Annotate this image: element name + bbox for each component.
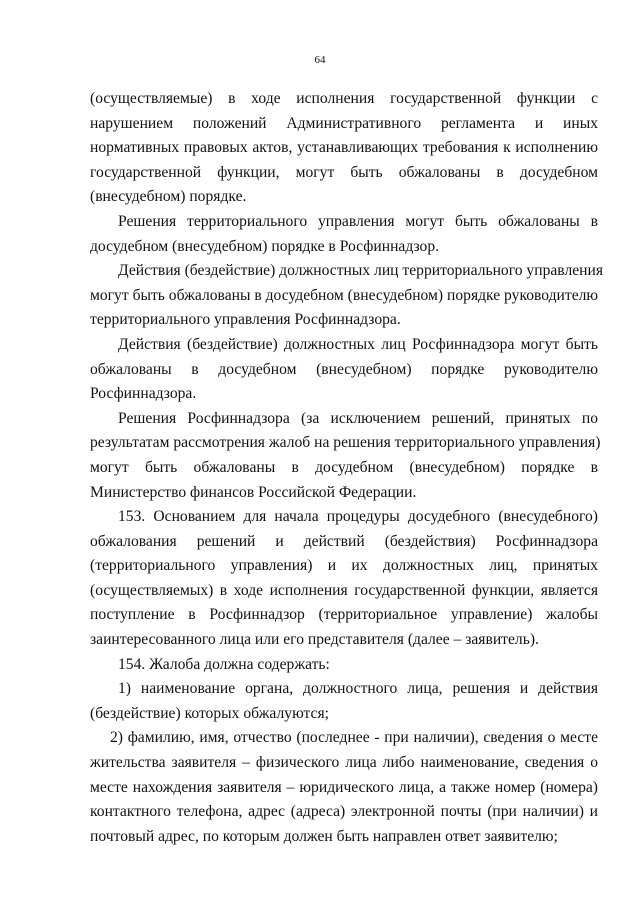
text-line: результатам рассмотрения жалоб на решения территориального управления): [90, 434, 601, 452]
text-line: нормативных правовых актов, устанавливающих требования к исполнению: [90, 139, 598, 157]
text-line: 2) фамилию, имя, отчество (последнее - при наличии), сведения о месте: [110, 729, 598, 747]
text-line: контактного телефона, адрес (адреса) электронной почты (при наличии) и: [90, 803, 598, 821]
text-line: поступление в Росфиннадзор (территориальное управление) жалобы: [90, 606, 598, 624]
page-number: 64: [314, 54, 326, 66]
text-line: Министерство финансов Российской Федерации.: [90, 483, 417, 501]
text-line: почтовый адрес, по которым должен быть направлен ответ заявителю;: [90, 827, 558, 845]
text-line: Действия (бездействие) должностных лиц территориального управления: [118, 262, 604, 280]
text-line: нарушением положений Административного регламента и иных: [90, 114, 598, 132]
text-line: 153. Основанием для начала процедуры досудебного (внесудебного): [118, 508, 598, 526]
text-line: (осуществляемые) в ходе исполнения государственной функции с: [90, 90, 598, 107]
text-line: 1) наименование органа, должностного лица, решения и действия: [118, 680, 598, 698]
text-line: государственной функции, могут быть обжалованы в досудебном: [90, 163, 598, 181]
text-line: Росфиннадзора.: [90, 385, 197, 403]
text-line: Решения Росфиннадзора (за исключением решений, принятых по: [118, 409, 598, 427]
text-line: территориального управления Росфиннадзора.: [90, 311, 401, 329]
text-line: (внесудебном) порядке.: [90, 188, 247, 206]
text-line: (бездействие) которых обжалуются;: [90, 704, 329, 722]
text-line: обжалования решений и действий (бездействия) Росфиннадзора: [90, 532, 598, 550]
text-line: месте нахождения заявителя – юридического лица, а также номер (номера): [90, 778, 598, 796]
text-line: заинтересованного лица или его представителя (далее – заявитель).: [90, 631, 539, 649]
text-line: (осуществляемых) в ходе исполнения государственной функции, является: [90, 581, 598, 599]
text-line: 154. Жалоба должна содержать:: [118, 655, 330, 673]
text-line: обжалованы в досудебном (внесудебном) порядке руководителю: [90, 360, 598, 378]
text-line: Решения территориального управления могут быть обжалованы в: [118, 212, 598, 230]
text-line: досудебном (внесудебном) порядке в Росфиннадзор.: [90, 237, 440, 255]
text-line: (территориального управления) и их должностных лиц, принятых: [90, 557, 598, 575]
text-line: могут быть обжалованы в досудебном (внесудебном) порядке в: [90, 458, 598, 476]
text-line: могут быть обжалованы в досудебном (внесудебном) порядке руководителю: [90, 286, 599, 304]
text-line: жительства заявителя – физического лица либо наименование, сведения о: [90, 754, 598, 772]
text-line: Действия (бездействие) должностных лиц Росфиннадзора могут быть: [118, 335, 598, 353]
document-body: [90, 87, 604, 849]
